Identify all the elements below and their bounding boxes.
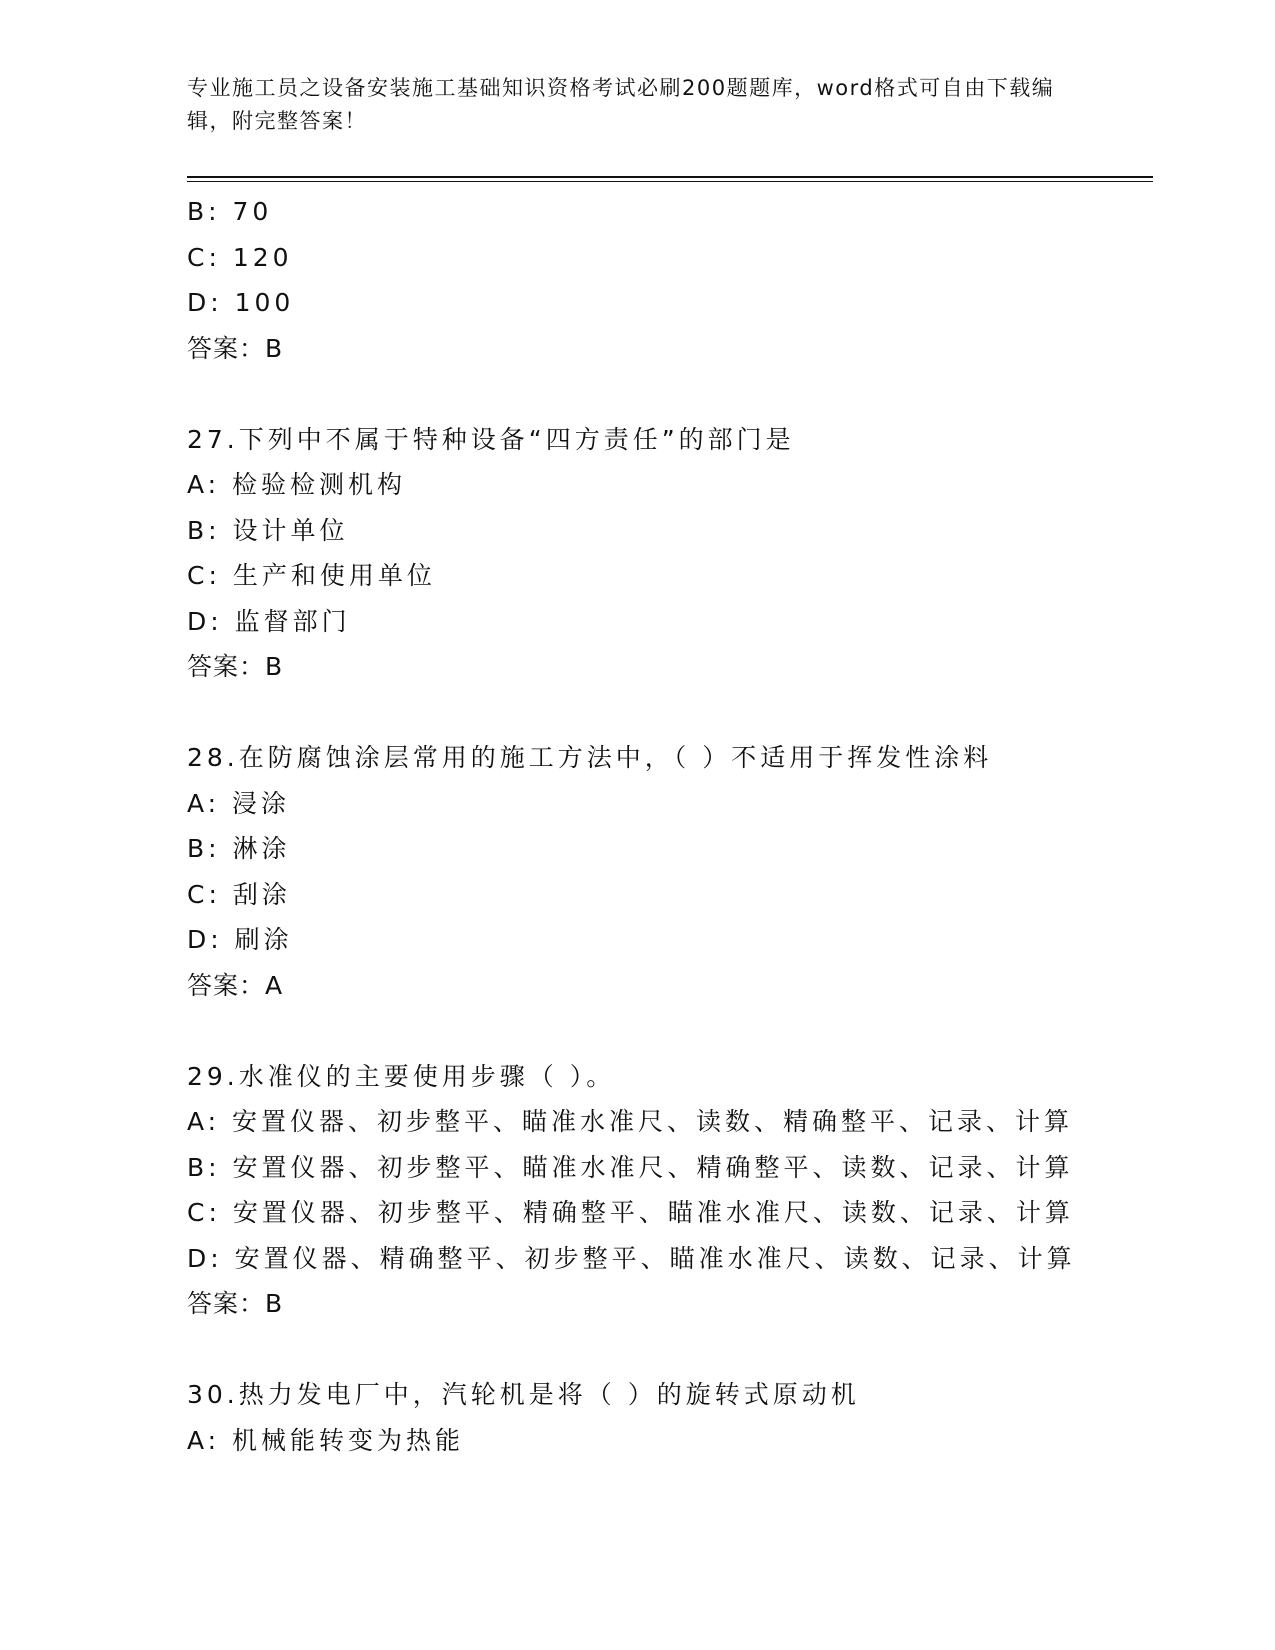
answer-line: 答案：B	[187, 333, 284, 363]
question-27	[187, 417, 1147, 690]
spacer	[187, 690, 1147, 736]
question-28	[187, 735, 1147, 1008]
header-rule-thin	[187, 181, 1153, 182]
option-a: A: 检验检测机构	[187, 470, 407, 499]
spacer	[187, 371, 1147, 417]
question-stem: 30.热力发电厂中，汽轮机是将（ ）的旋转式原动机	[187, 1380, 860, 1409]
option-d: D: 100	[187, 288, 295, 317]
option-a: A: 浸涂	[187, 788, 291, 818]
option-c: C: 刮涂	[187, 879, 291, 909]
answer-line: 答案：A	[187, 970, 284, 1000]
option-b: B: 设计单位	[187, 515, 349, 545]
question-block-continued	[187, 189, 1147, 371]
option-b: B: 安置仪器、初步整平、瞄准水准尺、精确整平、读数、记录、计算	[187, 1152, 1074, 1182]
header-rule-thick	[187, 176, 1153, 178]
option-d: D: 监督部门	[187, 606, 351, 636]
option-c: C: 生产和使用单位	[187, 561, 436, 590]
spacer	[187, 1327, 1147, 1373]
question-30	[187, 1372, 1147, 1463]
option-d: D: 安置仪器、精确整平、初步整平、瞄准水准尺、读数、记录、计算	[187, 1243, 1076, 1273]
option-b: B: 淋涂	[187, 834, 291, 863]
option-c: C: 120	[187, 242, 293, 272]
question-stem: 27.下列中不属于特种设备“四方责任”的部门是	[187, 424, 795, 454]
question-stem: 29.水准仪的主要使用步骤（ ）。	[187, 1061, 616, 1091]
answer-line: 答案：B	[187, 652, 284, 681]
document-header	[187, 72, 1067, 138]
option-b: B: 70	[187, 197, 273, 226]
option-c: C: 安置仪器、初步整平、精确整平、瞄准水准尺、读数、记录、计算	[187, 1198, 1074, 1227]
answer-line: 答案：B	[187, 1289, 284, 1318]
question-stem: 28.在防腐蚀涂层常用的施工方法中，（ ）不适用于挥发性涂料	[187, 743, 993, 772]
option-a: A: 安置仪器、初步整平、瞄准水准尺、读数、精确整平、记录、计算	[187, 1107, 1074, 1136]
spacer	[187, 1008, 1147, 1054]
header-text: 专业施工员之设备安装施工基础知识资格考试必刷200题题库，word格式可自由下载编辑，附完整答案！	[187, 76, 1055, 133]
option-d: D: 刷涂	[187, 925, 293, 954]
question-list	[187, 189, 1147, 1463]
option-a: A: 机械能转变为热能	[187, 1425, 465, 1455]
question-29	[187, 1054, 1147, 1327]
